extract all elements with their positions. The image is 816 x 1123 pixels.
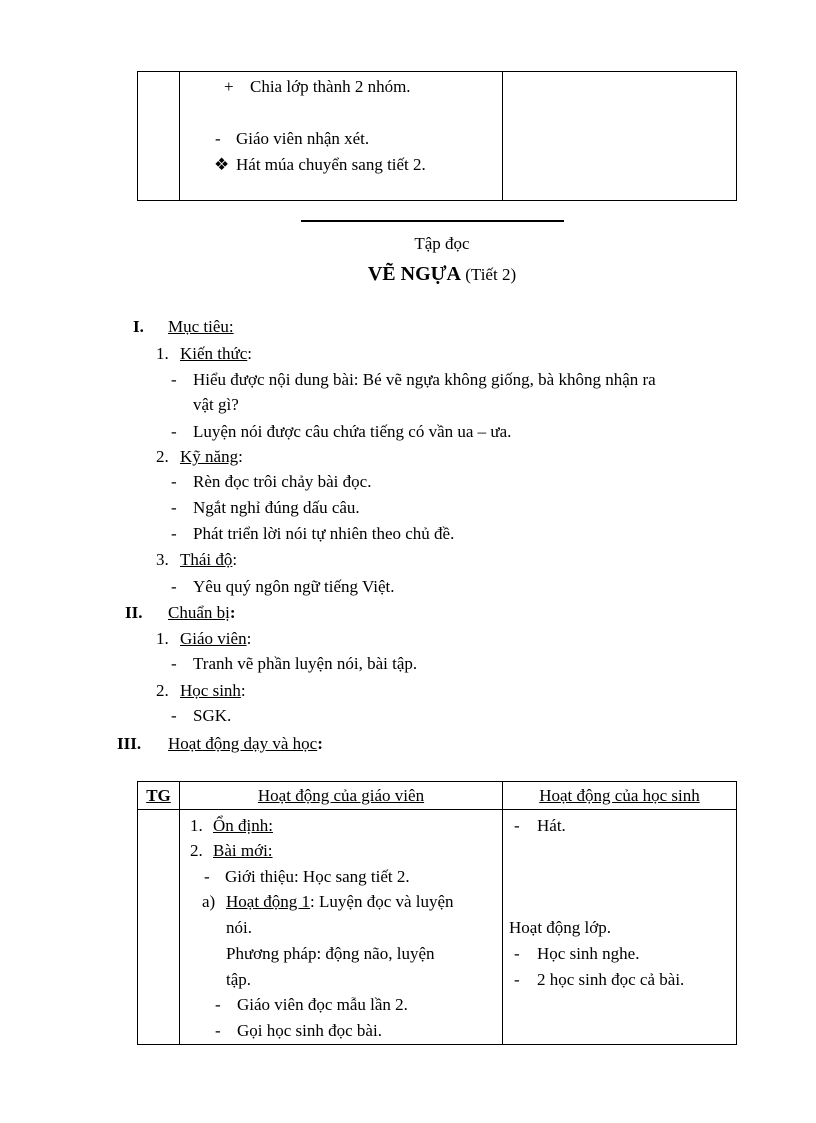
student-class-activity: Hoạt động lớp. (509, 918, 612, 937)
lesson-period: (Tiết 2) (465, 265, 517, 284)
top-line-1: Chia lớp thành 2 nhóm. (250, 77, 411, 96)
objective-knowledge-2: Luyện nói được câu chứa tiếng có vần ua – ưa. (193, 422, 512, 441)
diamond-bullet-icon: ❖ (214, 155, 230, 174)
objective-attitude-1: Yêu quý ngôn ngữ tiếng Việt. (193, 577, 395, 596)
lesson-title-line (0, 263, 816, 286)
sub-2-1-number: 1. (156, 629, 169, 648)
sub-1-3-title: Thái độ (180, 550, 233, 569)
objective-skill-2: Ngắt nghỉ đúng dấu câu. (193, 498, 360, 517)
plus-bullet: + (224, 77, 234, 96)
student-listen: Học sinh nghe. (537, 944, 640, 963)
header-student: Hoạt động của học sinh (503, 782, 737, 810)
teacher-num-2: 2. (190, 841, 203, 860)
teacher-num-1: 1. (190, 816, 203, 835)
teacher-call-students: Gọi học sinh đọc bài. (237, 1021, 382, 1040)
bullet-dash: - (171, 524, 177, 543)
teacher-activity-1-title: Hoạt động 1 (226, 892, 311, 911)
objective-skill-1: Rèn đọc trôi chảy bài đọc. (193, 472, 372, 491)
section-3-title: Hoạt động dạy và học (168, 734, 318, 753)
header-tg: TG (138, 782, 180, 810)
objective-knowledge-1: Hiểu được nội dung bài: Bé vẽ ngựa không giống, bà không nhận ra (193, 370, 656, 389)
sub-1-1-title: Kiến thức (180, 344, 248, 363)
bullet-dash: - (215, 995, 221, 1014)
sub-2-2-number: 2. (156, 681, 169, 700)
teacher-method-2: tập. (226, 970, 252, 989)
teacher-activity-1-cont: nói. (226, 918, 252, 937)
prep-teacher-1: Tranh vẽ phần luyện nói, bài tập. (193, 654, 418, 673)
subject-label: Tập đọc (414, 234, 470, 253)
student-read: 2 học sinh đọc cả bài. (537, 970, 685, 989)
bullet-dash: - (204, 867, 210, 886)
tg-cell (138, 810, 180, 1045)
bullet-dash: - (171, 472, 177, 491)
section-3-title-wrap (168, 734, 323, 754)
teacher-activity-1-wrap (226, 892, 454, 912)
bullet-dash: - (171, 654, 177, 673)
bullet-dash: - (514, 816, 520, 835)
sub-1-2-title-wrap (180, 447, 243, 467)
top-line-2: Giáo viên nhận xét. (236, 129, 370, 148)
section-1-number: I. (133, 317, 144, 336)
teacher-activity-marker: a) (202, 892, 216, 911)
sub-1-2-number: 2. (156, 447, 169, 466)
sub-2-2-colon: : (240, 681, 246, 700)
section-3-colon: : (317, 734, 323, 753)
bullet-dash: - (171, 498, 177, 517)
section-2-title: Chuẩn bị (168, 603, 230, 622)
prep-student-1: SGK. (193, 706, 232, 725)
teacher-intro: Giới thiệu: Học sang tiết 2. (225, 867, 410, 886)
sub-1-1-colon: : (247, 344, 253, 363)
table-header-row (138, 782, 737, 810)
bullet-dash: - (171, 422, 177, 441)
section-1-title: Mục tiêu: (168, 317, 234, 336)
sub-1-3-title-wrap (180, 550, 237, 570)
bullet-dash: - (514, 944, 520, 963)
student-sing: Hát. (537, 816, 566, 835)
sub-2-1-title: Giáo viên (180, 629, 247, 648)
teacher-read-model: Giáo viên đọc mẫu lần 2. (237, 995, 408, 1014)
bullet-dash: - (215, 1021, 221, 1040)
sub-1-3-number: 3. (156, 550, 169, 569)
header-teacher: Hoạt động của giáo viên (180, 782, 503, 810)
objective-knowledge-1-cont: vật gì? (193, 395, 239, 414)
bullet-dash: - (171, 370, 177, 389)
top-table-student-cell (503, 72, 737, 201)
section-2-number: II. (125, 603, 143, 622)
dash-bullet: - (215, 129, 221, 148)
bullet-dash: - (171, 577, 177, 596)
divider-line (301, 220, 564, 222)
sub-1-2-title: Kỹ năng (180, 447, 239, 466)
bullet-dash: - (514, 970, 520, 989)
teacher-step-2: Bài mới: (213, 841, 273, 860)
teacher-activity-1-rest: : Luyện đọc và luyện (310, 892, 454, 911)
bullet-dash: - (171, 706, 177, 725)
sub-1-3-colon: : (232, 550, 238, 569)
section-2-colon: : (229, 603, 236, 622)
sub-2-1-colon: : (246, 629, 252, 648)
objective-skill-3: Phát triển lời nói tự nhiên theo chủ đề. (193, 524, 455, 543)
sub-1-1-title-wrap (180, 344, 252, 364)
section-2-title-wrap (168, 603, 236, 623)
lesson-title: VẼ NGỰA (367, 263, 462, 285)
section-3-number: III. (117, 734, 142, 753)
top-line-3: Hát múa chuyển sang tiết 2. (236, 155, 426, 174)
teacher-step-1: Ổn định: (213, 816, 273, 835)
sub-1-2-colon: : (238, 447, 243, 466)
sub-1-1-number: 1. (156, 344, 169, 363)
sub-2-1-title-wrap (180, 629, 251, 649)
top-table-tg-cell (138, 72, 180, 201)
sub-2-2-title: Học sinh (180, 681, 241, 700)
teacher-method-1: Phương pháp: động não, luyện (226, 944, 435, 963)
sub-2-2-title-wrap (180, 681, 246, 701)
